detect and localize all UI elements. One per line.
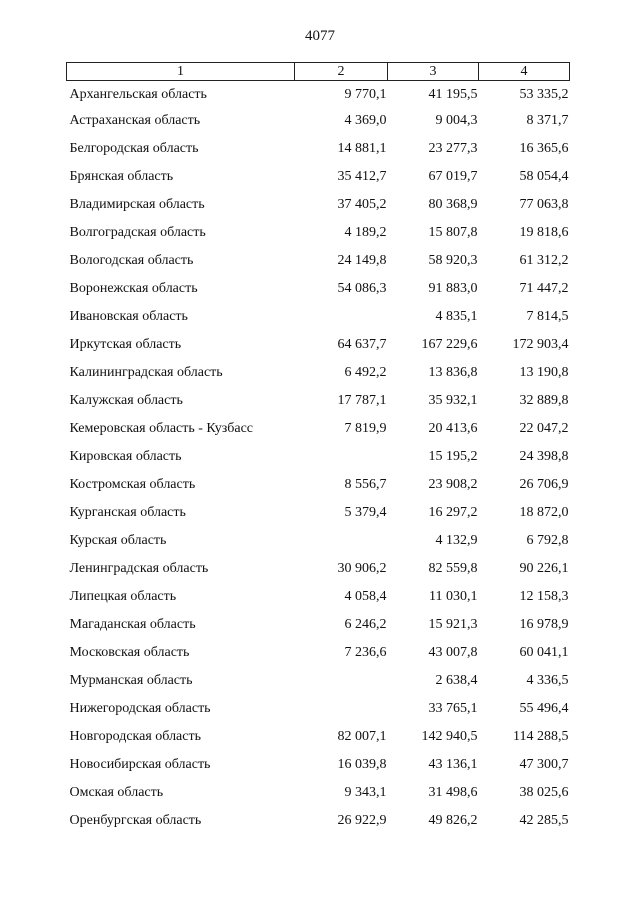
region-cell: Калининградская область: [69, 365, 223, 380]
value-cell-col3: 41 195,5: [428, 87, 478, 102]
region-cell: Новосибирская область: [69, 757, 211, 772]
value-cell-col2: 26 922,9: [337, 813, 387, 828]
value-cell-col3: 43 007,8: [428, 645, 478, 660]
value-cell-col2: 17 787,1: [337, 393, 387, 408]
region-cell: Калужская область: [69, 393, 183, 408]
table-row: [67, 191, 570, 219]
value-cell-col2: 7 819,9: [344, 421, 387, 436]
table-row: [67, 303, 570, 331]
region-cell: Воронежская область: [69, 281, 198, 296]
value-cell-col4: 42 285,5: [519, 813, 569, 828]
table-row: [67, 555, 570, 583]
value-cell-col4: 18 872,0: [519, 505, 569, 520]
table-row: [67, 667, 570, 695]
value-cell-col3: 23 908,2: [428, 477, 478, 492]
value-cell-col2: [295, 443, 388, 471]
value-cell-col2: 14 881,1: [337, 141, 387, 156]
value-cell-col3: 31 498,6: [428, 785, 478, 800]
value-cell-col3: 9 004,3: [435, 113, 478, 128]
value-cell-col2: 6 246,2: [344, 617, 387, 632]
region-cell: Архангельская область: [69, 87, 207, 102]
column-header-4: 4: [479, 63, 570, 81]
column-header-3: 3: [388, 63, 479, 81]
column-header-2: 2: [295, 63, 388, 81]
region-cell: Кемеровская область - Кузбасс: [69, 421, 254, 436]
value-cell-col3: 82 559,8: [428, 561, 478, 576]
table-row: [67, 527, 570, 555]
table-row: [67, 751, 570, 779]
page-number: 4077: [305, 28, 335, 44]
value-cell-col3: 20 413,6: [428, 421, 478, 436]
value-cell-col4: 61 312,2: [519, 253, 569, 268]
table-row: [67, 723, 570, 751]
region-cell: Магаданская область: [69, 617, 196, 632]
value-cell-col4: 4 336,5: [526, 673, 569, 688]
region-cell: Липецкая область: [69, 589, 177, 604]
table-row: [67, 639, 570, 667]
value-cell-col2: 9 770,1: [344, 87, 387, 102]
region-cell: Иркутская область: [69, 337, 182, 352]
region-cell: Владимирская область: [69, 197, 205, 212]
value-cell-col4: 47 300,7: [519, 757, 569, 772]
value-cell-col3: 2 638,4: [435, 673, 478, 688]
value-cell-col3: 142 940,5: [421, 729, 478, 744]
value-cell-col3: 11 030,1: [429, 589, 478, 604]
table-row: [67, 387, 570, 415]
value-cell-col2: 4 058,4: [344, 589, 387, 604]
value-cell-col2: 16 039,8: [337, 757, 387, 772]
value-cell-col4: 55 496,4: [519, 701, 569, 716]
value-cell-col4: 26 706,9: [519, 477, 569, 492]
table-row: [67, 611, 570, 639]
column-header-1: 1: [67, 63, 295, 81]
value-cell-col3: 15 921,3: [428, 617, 478, 632]
region-cell: Ленинградская область: [69, 561, 209, 576]
region-cell: Нижегородская область: [69, 701, 211, 716]
value-cell-col2: 54 086,3: [337, 281, 387, 296]
value-cell-col4: 58 054,4: [519, 169, 569, 184]
table-row: [67, 499, 570, 527]
table-row: [67, 107, 570, 135]
table-row: [67, 415, 570, 443]
region-cell: Ивановская область: [69, 309, 188, 324]
value-cell-col4: 22 047,2: [519, 421, 569, 436]
region-cell: Костромская область: [69, 477, 196, 492]
table-row: [67, 163, 570, 191]
table-row: [67, 135, 570, 163]
region-cell: Курганская область: [69, 505, 186, 520]
value-cell-col3: 58 920,3: [428, 253, 478, 268]
value-cell-col2: 30 906,2: [337, 561, 387, 576]
value-cell-col2: 5 379,4: [344, 505, 387, 520]
value-cell-col4: 19 818,6: [519, 225, 569, 240]
value-cell-col4: 77 063,8: [519, 197, 569, 212]
value-cell-col4: 12 158,3: [519, 589, 569, 604]
value-cell-col3: 35 932,1: [428, 393, 478, 408]
value-cell-col4: 7 814,5: [526, 309, 569, 324]
value-cell-col2: 4 189,2: [344, 225, 387, 240]
value-cell-col3: 49 826,2: [428, 813, 478, 828]
table-row: [67, 779, 570, 807]
value-cell-col2: 35 412,7: [337, 169, 387, 184]
value-cell-col3: 4 835,1: [435, 309, 478, 324]
table-row: [67, 807, 570, 835]
table-row: [67, 443, 570, 471]
value-cell-col2: 4 369,0: [344, 113, 387, 128]
region-cell: Новгородская область: [69, 729, 201, 744]
value-cell-col4: 60 041,1: [519, 645, 569, 660]
region-cell: Оренбургская область: [69, 813, 202, 828]
region-cell: Вологодская область: [69, 253, 194, 268]
value-cell-col2: 8 556,7: [344, 477, 387, 492]
value-cell-col4: 24 398,8: [519, 449, 569, 464]
value-cell-col2: [295, 695, 388, 723]
region-cell: Брянская область: [69, 169, 174, 184]
value-cell-col3: 15 807,8: [428, 225, 478, 240]
value-cell-col3: 23 277,3: [428, 141, 478, 156]
value-cell-col4: 6 792,8: [526, 533, 569, 548]
table-row: [67, 247, 570, 275]
value-cell-col4: 32 889,8: [519, 393, 569, 408]
table-row: [67, 583, 570, 611]
value-cell-col3: 91 883,0: [428, 281, 478, 296]
value-cell-col2: [295, 527, 388, 555]
region-cell: Московская область: [69, 645, 190, 660]
value-cell-col3: 33 765,1: [428, 701, 478, 716]
value-cell-col2: [295, 667, 388, 695]
value-cell-col3: 80 368,9: [428, 197, 478, 212]
table-row: [67, 695, 570, 723]
value-cell-col3: 4 132,9: [435, 533, 478, 548]
value-cell-col4: 8 371,7: [526, 113, 569, 128]
header-row: [67, 63, 570, 81]
value-cell-col3: 16 297,2: [428, 505, 478, 520]
value-cell-col3: 43 136,1: [428, 757, 478, 772]
table-body: [67, 81, 570, 836]
value-cell-col2: 64 637,7: [337, 337, 387, 352]
value-cell-col3: 15 195,2: [428, 449, 478, 464]
value-cell-col3: 67 019,7: [428, 169, 478, 184]
table-row: [67, 81, 570, 108]
table-row: [67, 275, 570, 303]
value-cell-col2: 9 343,1: [344, 785, 387, 800]
value-cell-col4: 172 903,4: [512, 337, 569, 352]
value-cell-col4: 90 226,1: [519, 561, 569, 576]
region-cell: Омская область: [69, 785, 164, 800]
region-cell: Волгоградская область: [69, 225, 206, 240]
table-header: [67, 63, 570, 81]
value-cell-col2: 37 405,2: [337, 197, 387, 212]
region-cell: Мурманская область: [69, 673, 193, 688]
value-cell-col2: 7 236,6: [344, 645, 387, 660]
value-cell-col2: [295, 303, 388, 331]
value-cell-col4: 13 190,8: [519, 365, 569, 380]
value-cell-col2: 82 007,1: [337, 729, 387, 744]
value-cell-col4: 53 335,2: [519, 87, 569, 102]
table-row: [67, 331, 570, 359]
value-cell-col4: 71 447,2: [519, 281, 569, 296]
value-cell-col4: 38 025,6: [519, 785, 569, 800]
data-table: [66, 62, 570, 835]
table-row: [67, 471, 570, 499]
value-cell-col4: 16 365,6: [519, 141, 569, 156]
value-cell-col4: 114 288,5: [513, 729, 569, 744]
region-cell: Кировская область: [69, 449, 182, 464]
value-cell-col2: 6 492,2: [344, 365, 387, 380]
value-cell-col3: 167 229,6: [421, 337, 478, 352]
region-cell: Белгородская область: [69, 141, 199, 156]
value-cell-col3: 13 836,8: [428, 365, 478, 380]
region-cell: Курская область: [69, 533, 167, 548]
value-cell-col2: 24 149,8: [337, 253, 387, 268]
value-cell-col4: 16 978,9: [519, 617, 569, 632]
table-row: [67, 359, 570, 387]
table-row: [67, 219, 570, 247]
region-cell: Астраханская область: [69, 113, 201, 128]
